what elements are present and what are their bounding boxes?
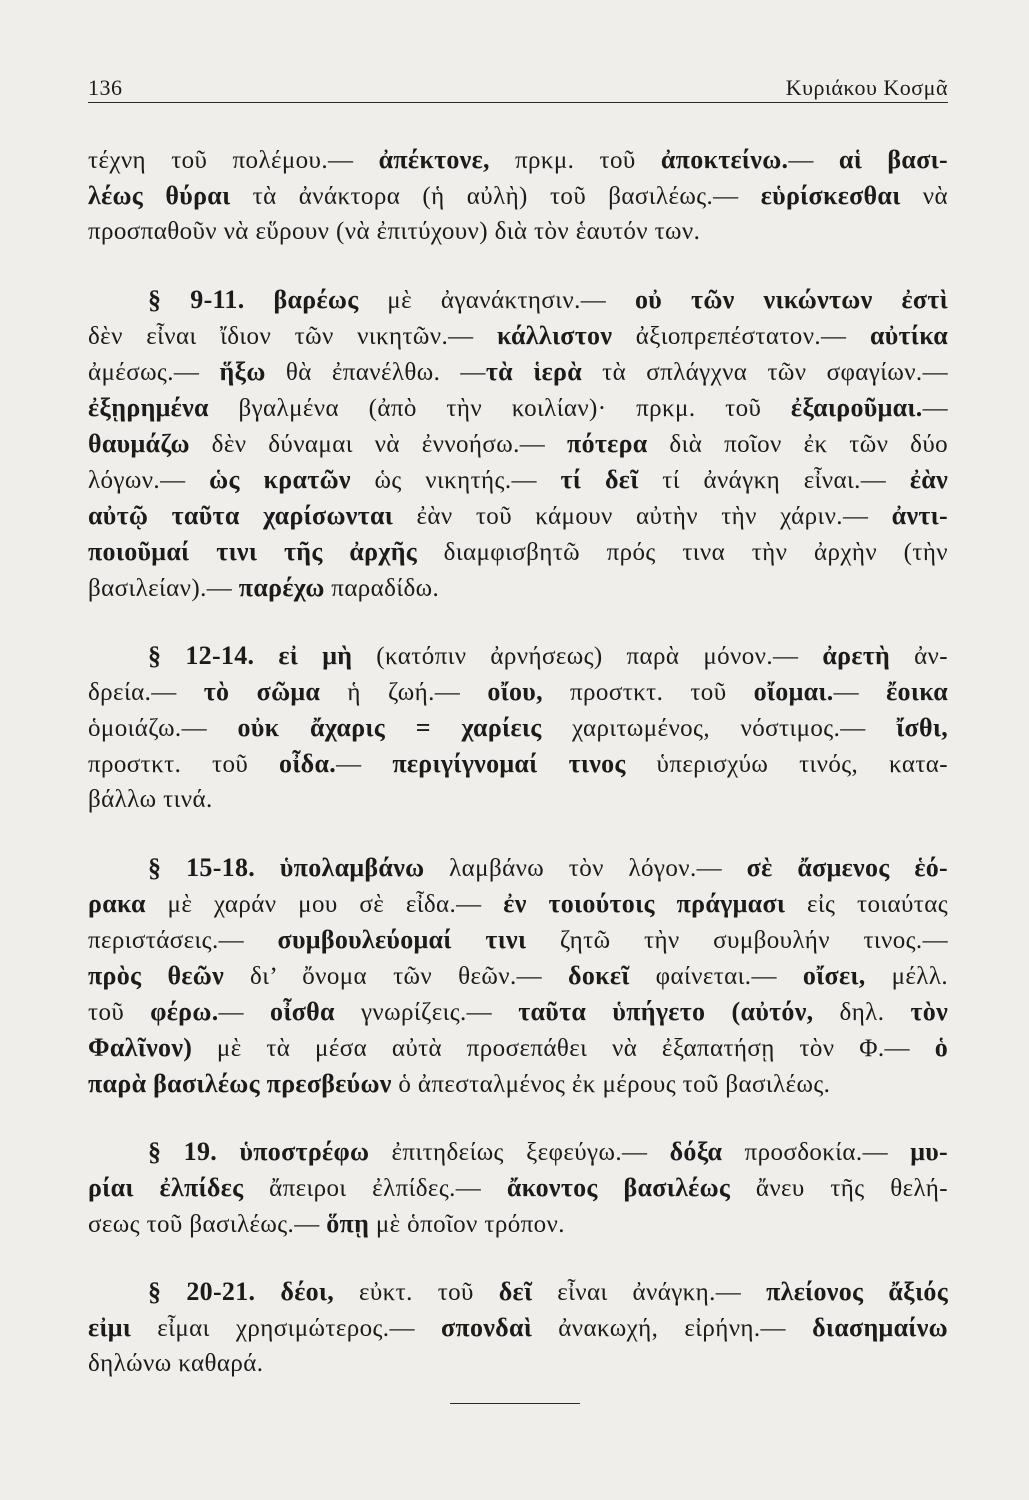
headword: ἐξαιροῦμαι. [790,393,923,422]
headword: § 12-14. εἰ μὴ [148,641,353,670]
gloss: βασιλείαν).— [88,575,239,602]
headword: ἔοικα [886,677,948,706]
headword: ἀντι- [891,501,948,530]
headword: ἐν τοιούτοις πράγμασι [503,889,786,918]
section-paragraph [88,1134,948,1242]
gloss: τέχνη τοῦ πολέμου.— [88,147,379,174]
headword: ἀπέκτονε, [378,145,490,174]
text-line [88,354,948,390]
gloss: ὑπερισχύω τινός, κατα- [625,751,948,778]
gloss: διὰ ποῖον ἐκ τῶν δύο [647,431,948,458]
headword: ὁ [934,1033,948,1062]
continued-paragraph [88,142,948,250]
section-paragraph [88,1274,948,1382]
headword: δοκεῖ [568,961,630,990]
gloss: λαμβάνω τὸν λόγον.— [424,855,747,882]
text-line [88,1170,948,1206]
text-line [88,570,948,606]
gloss: δὲν εἶναι ἴδιον τῶν νικητῶν.— [88,323,497,350]
headword: ρίαι ἐλπίδες [88,1173,244,1202]
gloss: νὰ [900,183,948,210]
gloss: τοῦ [88,999,151,1026]
text-line [88,282,948,318]
text-line [88,782,948,818]
gloss: βγαλμένα (ἀπὸ τὴν κοιλίαν)· πρκμ. τοῦ [208,395,791,422]
headword: τὸ σῶμα [203,677,321,706]
headword: πότερα [567,429,648,458]
body-text [88,142,948,1414]
headword: ἀποκτείνω. [660,145,789,174]
gloss: ὁ ἀπεσταλμένος ἐκ μέρους τοῦ βασιλέως. [391,1071,831,1098]
text-line [88,178,948,214]
text-line [88,498,948,534]
gloss: ὁμοιάζω.— [88,715,238,742]
page-number: 136 [88,75,123,100]
gloss: παραδίδω. [324,575,440,602]
gloss: μὲ χαράν μου σὲ εἶδα.— [145,891,504,918]
text-line [88,710,948,746]
headword: οἴσει, [802,961,866,990]
gloss: — [336,751,393,778]
text-line [88,958,948,994]
headword: αἱ βασι- [838,145,948,174]
headword: διασημαίνω [812,1313,948,1342]
text-line [88,390,948,426]
headword: § 15-18. ὑπολαμβάνω [148,853,425,882]
end-rule [450,1403,580,1404]
headword: Φαλῖνον) [88,1033,193,1062]
headword: ρακα [88,889,146,918]
text-line [88,462,948,498]
gloss: ἡ ζωή.— [320,679,488,706]
gloss: δι’ ὄνομα τῶν θεῶν.— [224,963,569,990]
gloss: — [922,395,948,422]
gloss: προστκτ. τοῦ [88,751,280,778]
gloss: ἀμέσως.— [88,359,220,386]
text-line [88,638,948,674]
section-paragraph [88,282,948,606]
gloss: ἄνευ τῆς θελή- [730,1175,948,1202]
headword: αὐτῷ ταῦτα χαρίσωνται [88,501,394,530]
text-line [88,214,948,250]
headword: μυ- [910,1137,948,1166]
text-line [88,1134,948,1170]
headword: § 20-21. δέοι, [148,1277,335,1306]
gloss: ἀξιοπρεπέστατον.— [612,323,870,350]
gloss: ἐπιτηδείως ξεφεύγω.— [369,1139,670,1166]
gloss: εἶμαι χρησιμώτερος.— [131,1315,441,1342]
gloss: λόγων.— [88,467,210,494]
headword: ἴσθι, [896,713,948,742]
gloss: ζητῶ τὴν συμβουλήν τινος.— [526,927,948,954]
gloss: τὰ σπλάγχνα τῶν σφαγίων.— [582,359,948,386]
headword: οἶσθα [270,997,335,1026]
headword: τὰ ἱερὰ [485,357,583,386]
headword: ἀρετὴ [822,641,891,670]
gloss: ἀνακωχή, εἰρήνη.— [532,1315,813,1342]
text-line [88,1066,948,1102]
gloss: δὲν δύναμαι νὰ ἐννοήσω.— [189,431,568,458]
headword: σὲ ἄσμενος ἑό- [746,853,948,882]
gloss: μὲ ὁποῖον τρόπον. [369,1211,565,1238]
gloss: ἐὰν τοῦ κάμουν αὐτὴν τὴν χάριν.— [393,503,892,530]
text-line [88,534,948,570]
gloss: δηλ. [813,999,911,1026]
headword: τὸν [910,997,948,1026]
text-line [88,426,948,462]
headword: σπονδαὶ [440,1313,533,1342]
gloss: τὰ ἀνάκτορα (ἡ αὐλὴ) τοῦ βασιλέως.— [230,183,761,210]
gloss: εἰς τοιαύτας [785,891,948,918]
text-line [88,1310,948,1346]
headword: ἥξω [219,357,266,386]
headword: οὐ τῶν νικώντων ἐστὶ [634,285,948,314]
headword: κάλλιστον [497,321,613,350]
text-line [88,850,948,886]
headword: πλείονος ἄξιός [766,1277,948,1306]
gloss: δρεία.— [88,679,204,706]
text-line [88,1206,948,1242]
gloss: ἀν- [890,643,948,670]
text-line [88,1274,948,1310]
headword: ποιοῦμαί τινι τῆς ἀρχῆς [88,537,418,566]
gloss: προστκτ. τοῦ [542,679,754,706]
text-line [88,746,948,782]
gloss: — [833,679,887,706]
gloss: διαμφισβητῶ πρός τινα τὴν ἀρχὴν (τὴν [417,539,948,566]
gloss: χαριτωμένος, νόστιμος.— [541,715,897,742]
text-line [88,886,948,922]
headword: § 19. ὑποστρέφω [148,1137,370,1166]
headword: ἐξῃρημένα [88,393,209,422]
headword: ταῦτα ὑπήγετο (αὐτόν, [518,997,814,1026]
headword: οὐκ ἄχαρις = χαρίεις [237,713,542,742]
headword: θαυμάζω [88,429,190,458]
text-line [88,1030,948,1066]
headword: λέως θύραι [88,181,231,210]
gloss: σεως τοῦ βασιλέως.— [88,1211,327,1238]
gloss: ἄπειροι ἐλπίδες.— [243,1175,507,1202]
gloss: — [218,999,271,1026]
gloss: θὰ ἐπανέλθω. — [265,359,486,386]
gloss: μὲ ἀγανάκτησιν.— [358,287,635,314]
headword: φέρω. [150,997,219,1026]
gloss: (κατόπιν ἀρνήσεως) παρὰ μόνον.— [352,643,823,670]
gloss: — [788,147,839,174]
gloss: μὲ τὰ μέσα αὐτὰ προσεπάθει νὰ ἐξαπατήσῃ τὸν Φ.— [192,1035,935,1062]
headword: ἄκοντος βασιλέως [506,1173,731,1202]
gloss: περιστάσεις.— [88,927,278,954]
headword: παρέχω [238,573,325,602]
headword: ὡς κρατῶν [209,465,351,494]
text-line [88,922,948,958]
running-header [88,72,948,103]
headword: δόξα [669,1137,723,1166]
headword: τί δεῖ [560,465,639,494]
gloss: ὡς νικητής.— [350,467,561,494]
gloss: εὐκτ. τοῦ [334,1279,499,1306]
text-line [88,142,948,178]
headword: ἐὰν [909,465,948,494]
headword: αὐτίκα [869,321,948,350]
headword: πρὸς θεῶν [88,961,225,990]
gloss: προσδοκία.— [722,1139,911,1166]
headword: οἴου, [487,677,543,706]
text-line [88,674,948,710]
headword: οἶδα. [279,749,337,778]
headword: περιγίγνομαί τινος [392,749,626,778]
headword: εἰμι [88,1313,132,1342]
running-title: Κυριάκου Κοσμᾶ [785,75,948,100]
gloss: προσπαθοῦν νὰ εὕρουν (νὰ ἐπιτύχουν) διὰ τὸν ἑαυτόν των. [88,218,701,245]
gloss: μέλλ. [865,963,948,990]
gloss: δηλώνω καθαρά. [88,1350,264,1377]
text-line [88,318,948,354]
headword: ὅπῃ [326,1209,370,1238]
headword: οἴομαι. [753,677,834,706]
headword: § 9-11. βαρέως [148,285,359,314]
text-line [88,1346,948,1382]
gloss: τί ἀνάγκη εἶναι.— [638,467,910,494]
section-paragraph [88,850,948,1102]
headword: εὑρίσκεσθαι [760,181,901,210]
text-line [88,994,948,1030]
headword: συμβουλεύομαί τινι [277,925,527,954]
section-paragraph [88,638,948,818]
gloss: βάλλω τινά. [88,786,213,813]
gloss: εἶναι ἀνάγκη.— [532,1279,767,1306]
headword: παρὰ βασιλέως πρεσβεύων [88,1069,392,1098]
gloss: γνωρίζεις.— [334,999,519,1026]
headword: δεῖ [498,1277,533,1306]
gloss: πρκμ. τοῦ [489,147,661,174]
gloss: φαίνεται.— [629,963,803,990]
